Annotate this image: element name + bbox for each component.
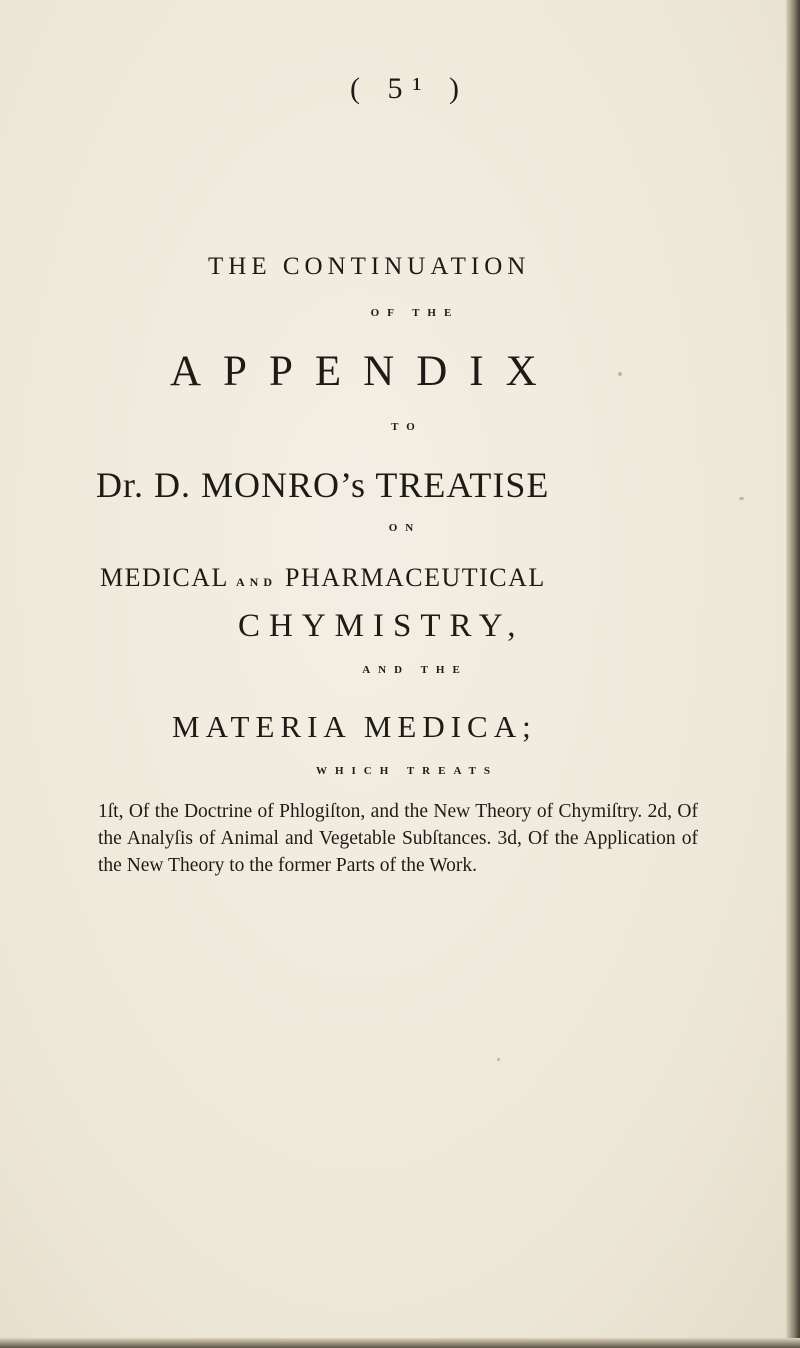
treatise-prefix: Dr	[96, 465, 134, 505]
title-treatise	[96, 464, 716, 506]
treatise-rest: . D. MONRO’s TREATISE	[134, 465, 550, 505]
medical-word: MEDICAL	[100, 563, 228, 592]
paper-speck	[497, 1058, 500, 1061]
title-materia-medica: MATERIA MEDICA;	[172, 709, 537, 744]
title-chymistry: CHYMISTRY,	[238, 608, 525, 644]
pharmaceutical-word: PHARMACEUTICAL	[284, 563, 546, 592]
contents-paragraph: 1ſt, Of the Doctrine of Phlogiſton, and the New Theory of Chymiſtry. 2d, Of the Analyſis of Animal and Vegetable Subſtances. 3d, Of the Application of the New Theory to the former Parts of the Work.	[98, 801, 698, 876]
subtitle-and-the: AND THE	[362, 664, 468, 676]
subtitle-of-the: OF THE	[370, 307, 460, 319]
page-number: ( 5¹ )	[350, 72, 469, 105]
title-medical-pharmaceutical	[100, 563, 720, 593]
subtitle-on: ON	[388, 522, 422, 534]
title-appendix: APPENDIX	[170, 348, 559, 395]
subtitle-to: TO	[391, 421, 423, 433]
page-bottom-shadow	[0, 1338, 800, 1348]
paper-speck	[618, 372, 622, 376]
subtitle-which-treats: WHICH TREATS	[315, 765, 499, 777]
title-continuation: THE CONTINUATION	[208, 253, 531, 280]
paper-speck	[739, 497, 744, 500]
and-word: AND	[235, 575, 277, 589]
